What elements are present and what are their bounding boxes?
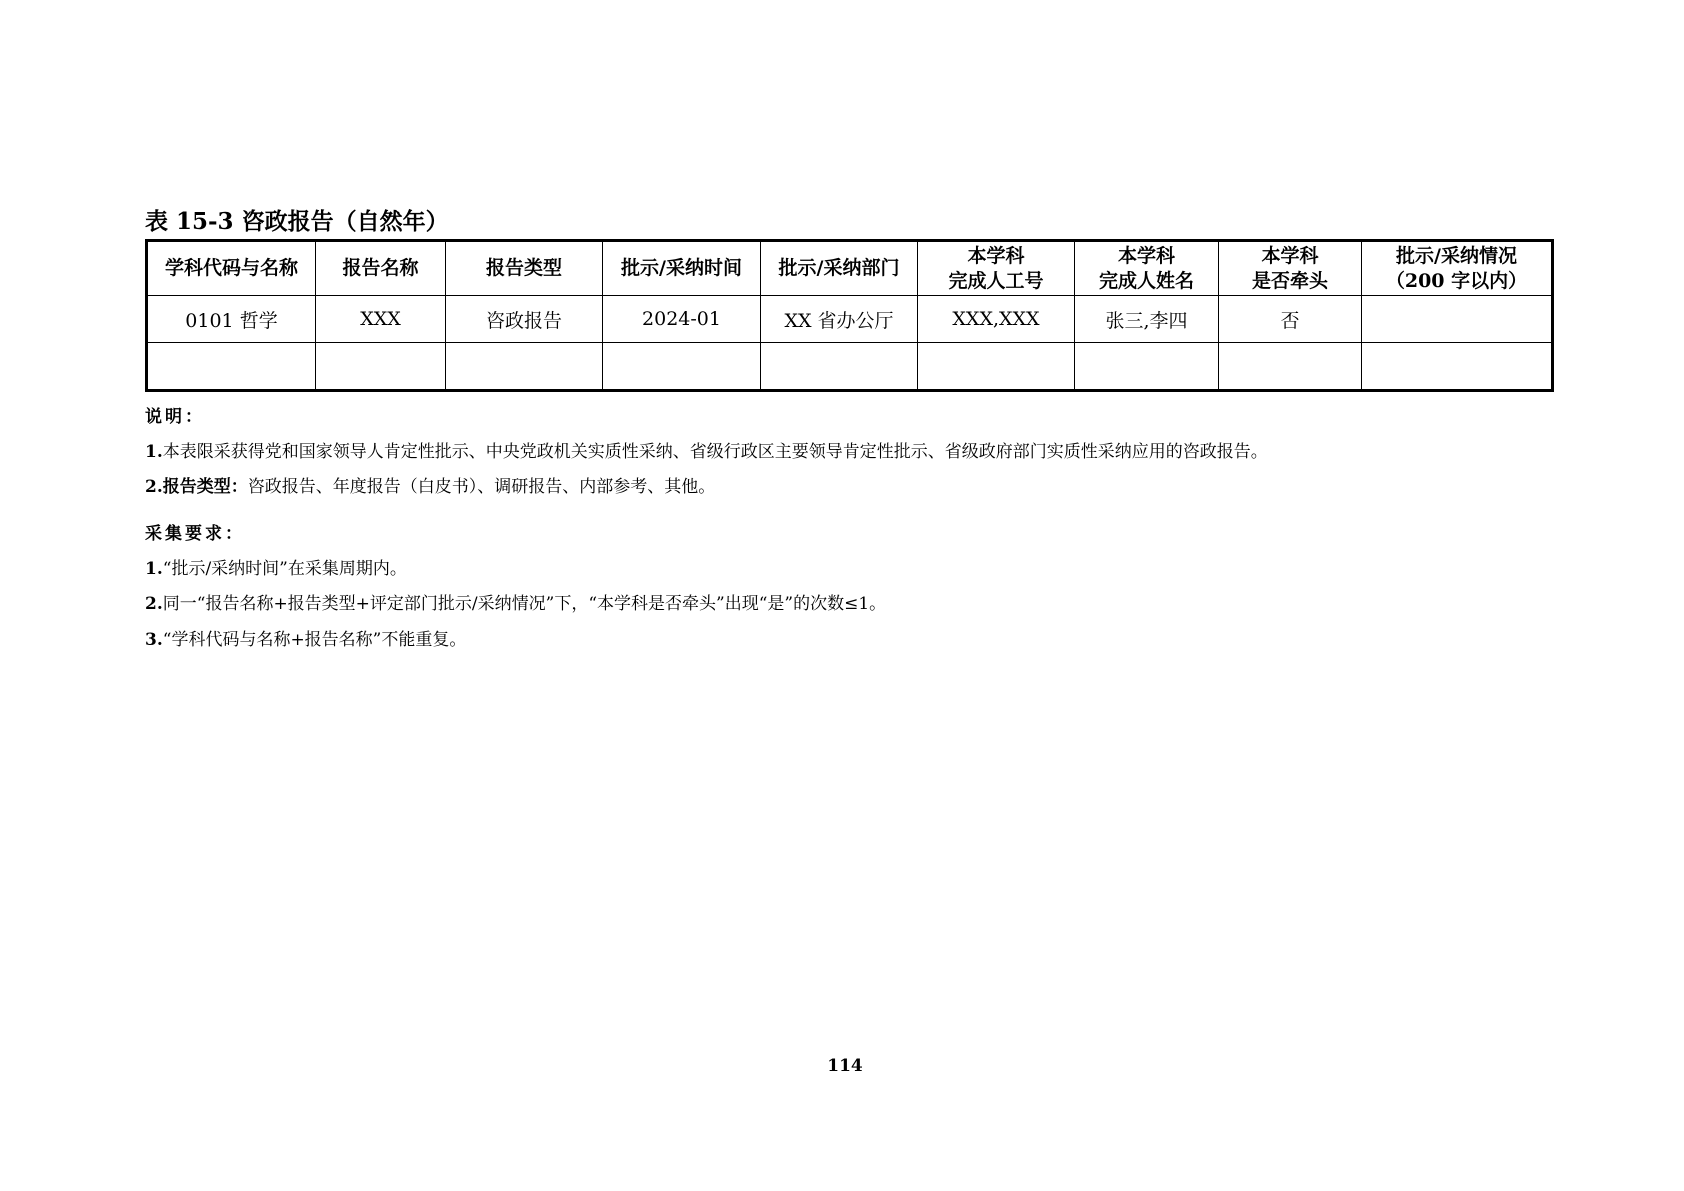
requirement-text: 同一“报告名称+报告类型+评定部门批示/采纳情况”下，“本学科是否牵头”出现“是”的次数≤1。 — [162, 594, 887, 614]
cell-approval-time — [603, 343, 761, 391]
table-row — [147, 343, 1553, 391]
table-title: 表 15-3 咨政报告（自然年） — [145, 208, 449, 235]
cell-approval-department — [761, 343, 918, 391]
header-author-names: 本学科 完成人姓名 — [1075, 241, 1219, 296]
note-text: 咨政报告、年度报告（白皮书）、调研报告、内部参考、其他。 — [247, 477, 716, 497]
table-row — [147, 296, 1553, 343]
note-text: 本表限采获得党和国家领导人肯定性批示、中央党政机关实质性采纳、省级行政区主要领导肯定性批示、省级政府部门实质性采纳应用的咨政报告。 — [162, 442, 1268, 462]
cell-report-type: 咨政报告 — [446, 296, 603, 343]
cell-approval-department: XX 省办公厅 — [761, 296, 918, 343]
header-report-type: 报告类型 — [446, 241, 603, 296]
cell-report-name: XXX — [316, 296, 446, 343]
requirement-item — [145, 558, 407, 580]
cell-author-ids: XXX,XXX — [918, 296, 1075, 343]
requirement-text: “批示/采纳时间”在采集周期内。 — [162, 559, 407, 579]
requirement-prefix: 2. — [145, 594, 163, 614]
requirements-heading: 采集要求： — [145, 524, 245, 544]
cell-approval-details — [1362, 296, 1553, 343]
header-approval-time: 批示/采纳时间 — [603, 241, 761, 296]
cell-author-ids — [918, 343, 1075, 391]
cell-is-lead: 否 — [1219, 296, 1362, 343]
note-item — [145, 476, 715, 498]
requirement-item — [145, 629, 466, 651]
header-is-lead: 本学科 是否牵头 — [1219, 241, 1362, 296]
header-report-name: 报告名称 — [316, 241, 446, 296]
cell-subject-code: 0101 哲学 — [147, 296, 316, 343]
cell-approval-details — [1362, 343, 1553, 391]
table-header-row — [147, 241, 1553, 296]
note-item — [145, 441, 1268, 463]
notes-heading: 说明： — [145, 407, 205, 427]
note-prefix: 1. — [145, 442, 163, 462]
header-author-ids: 本学科 完成人工号 — [918, 241, 1075, 296]
cell-is-lead — [1219, 343, 1362, 391]
cell-author-names — [1075, 343, 1219, 391]
cell-approval-time: 2024-01 — [603, 296, 761, 343]
cell-report-name — [316, 343, 446, 391]
requirement-prefix: 1. — [145, 559, 163, 579]
page-number: 114 — [827, 1056, 863, 1076]
report-table — [145, 239, 1554, 392]
cell-report-type — [446, 343, 603, 391]
cell-author-names: 张三,李四 — [1075, 296, 1219, 343]
cell-subject-code — [147, 343, 316, 391]
note-prefix: 2.报告类型： — [145, 477, 248, 497]
header-approval-department: 批示/采纳部门 — [761, 241, 918, 296]
requirement-prefix: 3. — [145, 630, 163, 650]
requirement-item — [145, 593, 886, 615]
header-subject-code: 学科代码与名称 — [147, 241, 316, 296]
requirement-text: “学科代码与名称+报告名称”不能重复。 — [162, 630, 467, 650]
header-approval-details: 批示/采纳情况 （200 字以内） — [1362, 241, 1553, 296]
